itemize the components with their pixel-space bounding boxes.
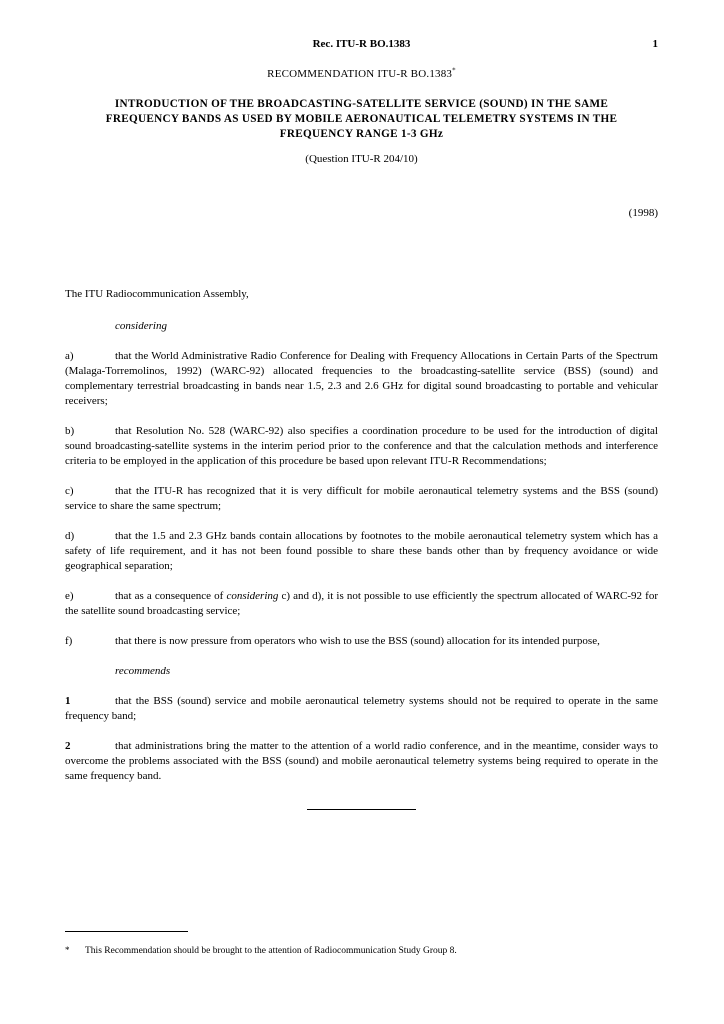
running-title: Rec. ITU-R BO.1383 xyxy=(312,38,411,50)
footnote-text: This Recommendation should be brought to the attention of Radiocommunication Study Group 8. xyxy=(85,946,457,956)
recommends-item xyxy=(65,739,658,784)
item-text: that administrations bring the matter to the attention of a world radio conference, and in the meantime, consider ways to overcome the problems associated with the BSS (sound) and mobile aeronautical telemetry systems being required to operate in the same frequency band. xyxy=(65,740,658,782)
item-text-before: that as a consequence of xyxy=(115,590,227,602)
footnote-divider xyxy=(65,931,188,932)
considering-item xyxy=(65,529,658,574)
item-label: f) xyxy=(65,635,73,647)
document-page xyxy=(65,0,658,1024)
assembly-line: The ITU Radiocommunication Assembly, xyxy=(65,288,249,300)
item-label: b) xyxy=(65,425,75,437)
end-divider xyxy=(307,809,416,810)
question-reference: (Question ITU-R 204/10) xyxy=(305,153,418,165)
item-text: that Resolution No. 528 (WARC-92) also specifies a coordination procedure to be used for the introduction of digital sound broadcasting-satellite systems in the interim period prior to the conference and that the calculation methods and interference criteria to be employed in the application of this procedure be based upon relevant ITU-R Recommendations; xyxy=(65,425,658,467)
recommendation-title: INTRODUCTION OF THE BROADCASTING-SATELLITE SERVICE (SOUND) IN THE SAME FREQUENCY BANDS AS USED BY MOBILE AERONAUTICAL TELEMETRY SYSTEMS IN THE FREQUENCY RANGE 1-3 GHz xyxy=(105,98,618,140)
page-number: 1 xyxy=(652,38,658,50)
considering-item xyxy=(65,589,658,619)
considering-heading: considering xyxy=(115,320,167,332)
item-text-emphasis: considering xyxy=(226,590,279,602)
item-text: that the World Administrative Radio Conference for Dealing with Frequency Allocations in Certain Parts of the Spectrum (Malaga-Torremolinos, 1992) (WARC-92) allocated frequencies to the broadcasting-satellite service (BSS) (sound) and complementary terrestrial broadcasting in bands near 1.5, 2.3 and 2.6 GHz for digital sound broadcasting to portable and vehicular receivers; xyxy=(65,350,658,407)
item-label: a) xyxy=(65,350,74,362)
item-text-after: c) and d), it is not possible to use efficiently the spectrum allocated of WARC-92 for the satellite sound broadcasting service; xyxy=(65,590,658,617)
item-label: c) xyxy=(65,485,74,497)
considering-item xyxy=(65,424,658,469)
year: (1998) xyxy=(628,207,658,219)
document-body xyxy=(65,287,658,799)
footnote-mark: * xyxy=(65,945,70,955)
considering-item xyxy=(65,634,658,649)
item-label: e) xyxy=(65,590,74,602)
recommends-heading: recommends xyxy=(115,665,171,677)
item-label: d) xyxy=(65,530,75,542)
item-text: that the 1.5 and 2.3 GHz bands contain allocations by footnotes to the mobile aeronautical telemetry system which has a safety of life requirement, and it has not been found possible to share these bands other than by frequency avoidance or wide geographical separation; xyxy=(65,530,658,572)
item-text: that the ITU-R has recognized that it is very difficult for mobile aeronautical telemetry systems and the BSS (sound) service to share the same spectrum; xyxy=(65,485,658,512)
item-number: 1 xyxy=(65,695,71,707)
considering-item xyxy=(65,484,658,514)
footnote-ref-mark: * xyxy=(452,66,456,75)
running-header xyxy=(65,38,658,54)
considering-item xyxy=(65,349,658,409)
footnote xyxy=(65,945,658,956)
item-text: that the BSS (sound) service and mobile aeronautical telemetry systems should not be required to operate in the same frequency band; xyxy=(65,695,658,722)
recommends-item xyxy=(65,694,658,724)
item-number: 2 xyxy=(65,740,71,752)
recommendation-label xyxy=(65,68,658,80)
recommendation-label-text: RECOMMENDATION ITU-R BO.1383 xyxy=(267,68,453,80)
item-text: that there is now pressure from operators who wish to use the BSS (sound) allocation for its intended purpose, xyxy=(115,635,600,647)
